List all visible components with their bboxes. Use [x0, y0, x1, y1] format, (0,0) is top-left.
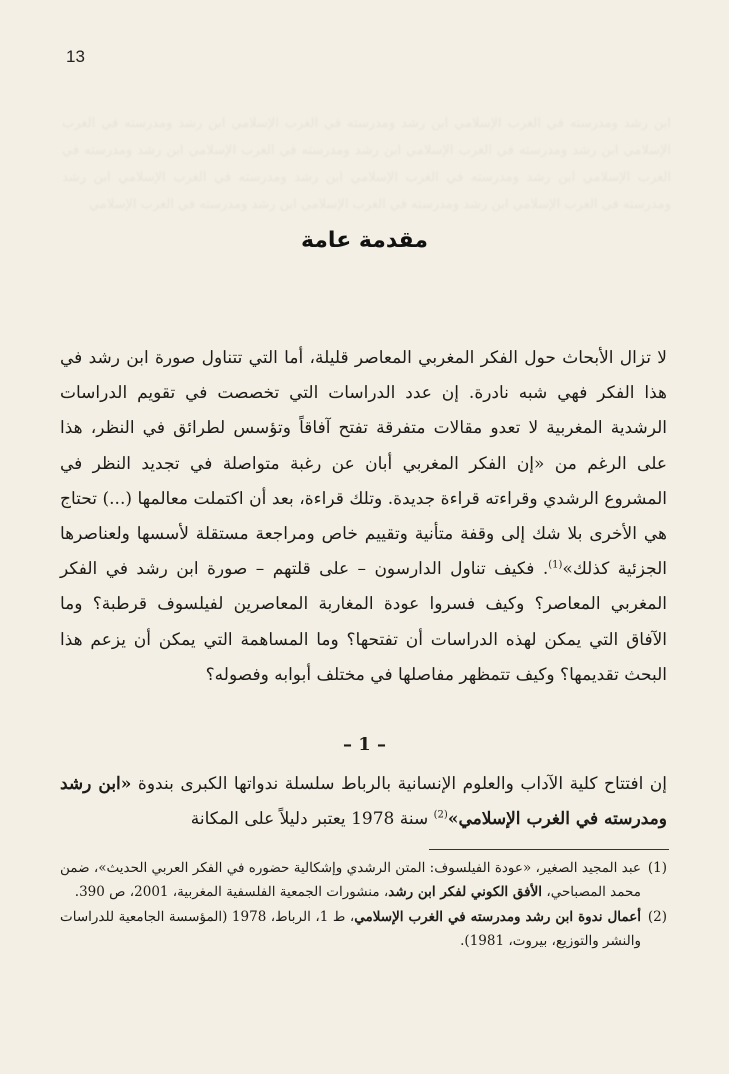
- footnote-text: ، ط 1، الرباط، 1978 (المؤسسة الجامعية للدراسات والنشر والتوزيع، بيروت، 1981).: [60, 909, 641, 949]
- section-text-part1: إن افتتاح كلية الآداب والعلوم الإنسانية بالرباط سلسلة ندواتها الكبرى بندوة: [137, 774, 667, 794]
- footnote-2: [60, 906, 667, 953]
- conference-title: «ابن رشد ومدرسته في الغرب الإسلامي»: [60, 774, 667, 829]
- intro-paragraph: [60, 341, 667, 693]
- section-text-part2: سنة 1978 يعتبر دليلاً على المكانة: [190, 809, 434, 829]
- footnote-ref-2[interactable]: (2): [433, 809, 448, 821]
- footnote-text: عبد المجيد الصغير، «عودة الفيلسوف: المتن الرشدي وإشكالية حضوره في الفكر العربي الحديث»، ضمن محمد المصباحي،: [60, 860, 641, 900]
- footnote-book-title: أعمال ندوة ابن رشد ومدرسته في الغرب الإسلامي: [354, 909, 641, 925]
- chapter-title: مقدمة عامة: [300, 228, 429, 253]
- footnote-ref-1[interactable]: (1): [548, 559, 563, 571]
- footnote-text: ، منشورات الجمعية الفلسفية المغربية، 2001، ص 390.: [74, 883, 389, 900]
- footnote-book-title: الأفق الكوني لفكر ابن رشد: [388, 883, 543, 900]
- section-paragraph: [60, 767, 667, 837]
- footnote-divider: [429, 849, 669, 850]
- footnote-1: [60, 857, 667, 904]
- footnote-marker: (2): [647, 909, 667, 925]
- intro-text-part2: . فكيف تناول الدارسون – على قلتهم – صورة ابن رشد في الفكر المغربي المعاصر؟ وكيف فسروا عودة المغاربة المعاصرين لفيلسوف قرطبة؟ وما الآفاق التي يمكن لهذه الدراسات أن تفتحها؟ وما المساهمة التي يمكن أن يزعم هذا البحث تقديمها؟ وكيف تتمظهر مفاصلها في مختلف أبوابه وفصوله؟: [60, 559, 667, 685]
- intro-text-part1: لا تزال الأبحاث حول الفكر المغربي المعاصر قليلة، أما التي تتناول صورة ابن رشد في هذا الفكر فهي شبه نادرة. إن عدد الدراسات التي تخصصت في تقويم الدراسات الرشدية المغربية لا تعدو مقالات متفرقة تفتح آفاقاً وتؤسس لطرائق في النظر، هذا على الرغم من «إن الفكر المغربي أبان عن رغبة متواصلة في تجديد النظر في المشروع الرشدي وقراءته قراءة جديدة. وتلك قراءة، بعد أن اكتملت معالمها (...) تحتاج هي الأخرى بلا شك إلى وقفة متأنية وتقييم خاص ومراجعة مستقلة لأسسها ولعناصرها الجزئية كذلك»: [60, 348, 667, 580]
- footnote-marker: (1): [647, 860, 667, 876]
- footnotes: [60, 857, 667, 955]
- bleed-through-text: ابن رشد ومدرسته في الغرب الإسلامي ابن رشد ومدرسته في الغرب الإسلامي ابن رشد ومدرسته في الغرب الإسلامي ابن رشد ومدرسته في الغرب الإسلامي ابن رشد ومدرسته في الغرب الإسلامي ابن رشد ومدرسته في الغرب الإسلامي ابن رشد ومدرسته في الغرب الإسلامي ابن رشد ومدرسته في الغرب الإسلامي ابن رشد ومدرسته في الغرب الإسلامي ابن رشد ومدرسته في الغرب الإسلامي ابن رشد ومدرسته في الغرب الإسلامي: [62, 116, 671, 212]
- page-number: 13: [66, 47, 85, 66]
- section-number: – 1 –: [342, 734, 387, 755]
